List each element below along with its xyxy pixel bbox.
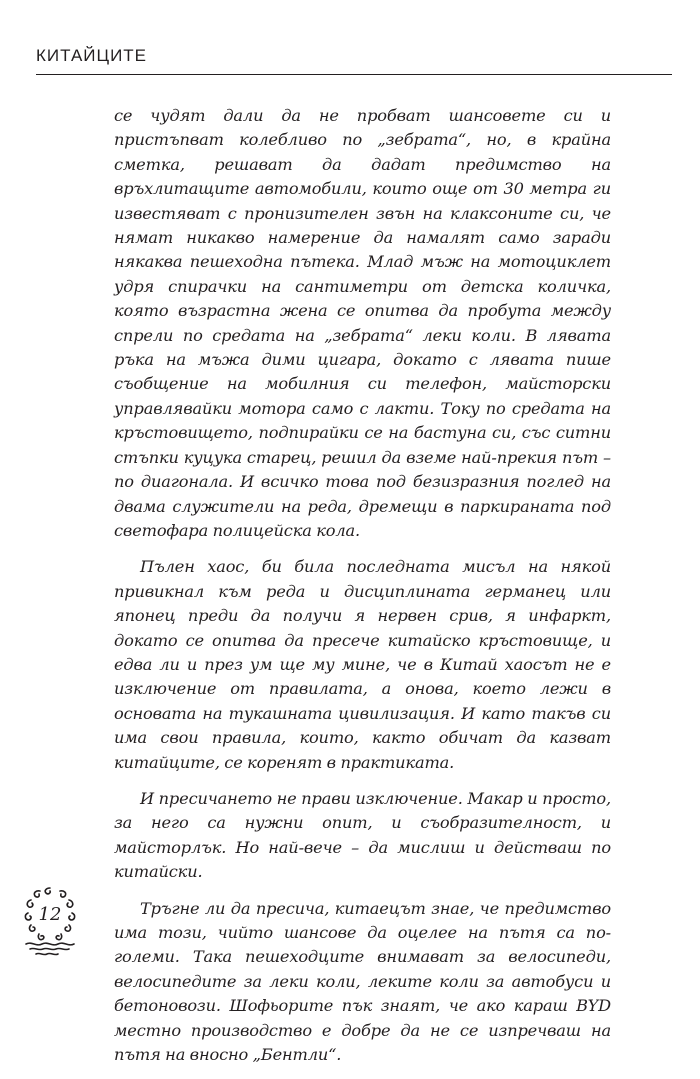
running-header: КИТАЙЦИТЕ [36, 46, 148, 65]
paragraph-4: Тръгне ли да пресича, китаецът знае, че предимство има този, чийто шансове да оцелее на пътя са по-големи. Така пешеходците внимават за велосипеди, велосипедите за леки коли, леките коли за автобуси и бетоновози. Шофьорите пък знаят, че ако караш BYD местно производство е добре да не се изпречваш на пътя на вносно „Бентли“. [114, 898, 611, 1065]
main-text [114, 104, 611, 1079]
paragraph-1: се чудят дали да не пробват шансовете си и пристъпват колебливо по „зебрата“, но, в крайна сметка, решават да дадат предимство на връхлитащите автомобили, които още от 30 метра ги известяват с пронизителен звън на клаксоните си, че нямат никакво намерение да намалят само заради някаква пешеходна пътека. Млад мъж на мотоциклет удря спирачки на сантиметри от детска количка, която възрастна жена се опитва да пробута между спрели по средата на „зебрата“ леки коли. В лявата ръка на мъжа дими цигара, докато с лявата пише съобщение на мобилния си телефон, майсторски управлявайки мотора само с лакти. Току по средата на кръстовището, подпирайки се на бастуна си, със ситни стъпки куцука старец, решил да вземе най-прекия път – по диагонала. И всичко това под безизразния поглед на двама служители на реда, дремещи в паркираната под светофара полицейска кола. [114, 106, 611, 540]
paragraph-2: Пълен хаос, би била последната мисъл на някой привикнал към реда и дисциплината германец или японец преди да получи я нервен срив, я инфаркт, докато се опитва да пресече китайско кръстовище, и едва ли и през ум ще му мине, че в Китай хаосът не е изключение от правилата, а онова, което лежи в основата на тукашната цивилизация. И като такъв си има свои правила, които, както обичат да казват китайците, се коренят в практиката. [114, 557, 611, 772]
header-divider [36, 74, 672, 75]
page-number: 12 [38, 904, 62, 925]
paragraph-3: И пресичането не прави изключение. Макар и просто, за него са нужни опит, и съобразителност, и майсторлък. Но най-вече – да мислиш и действаш по китайски. [114, 788, 611, 882]
